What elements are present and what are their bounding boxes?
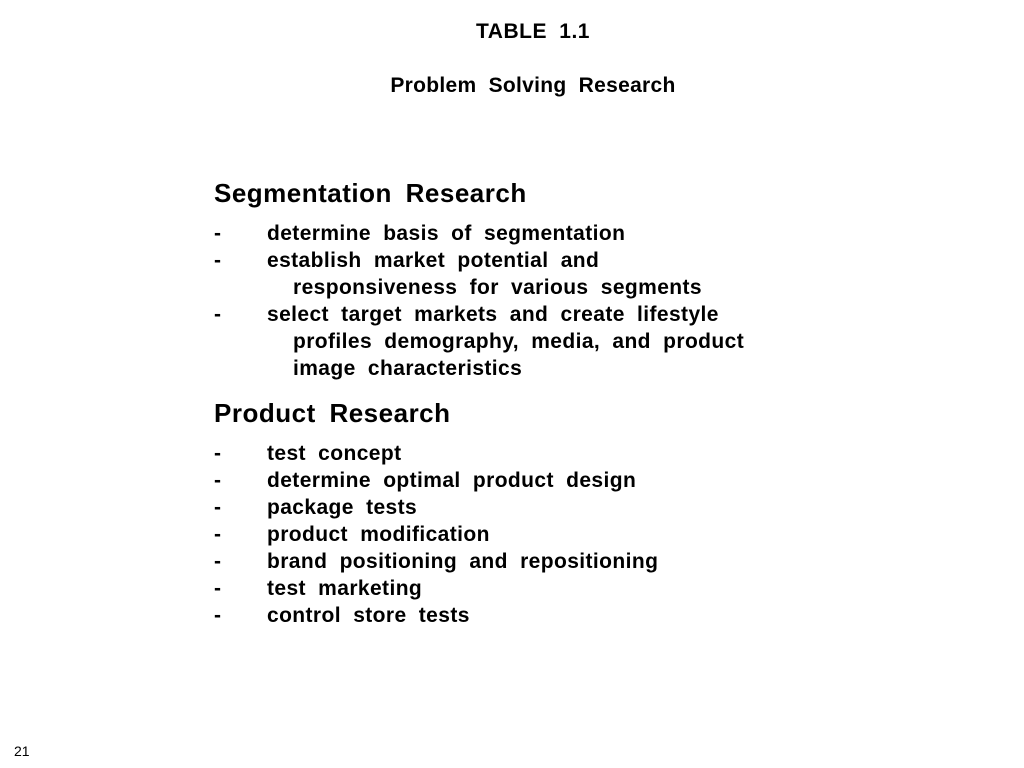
item-text: brand positioning and repositioning [267, 550, 659, 573]
section-segmentation-research [214, 176, 914, 382]
bullet-dash: - [214, 604, 222, 627]
section-heading: Product Research [214, 398, 451, 428]
section-heading: Segmentation Research [214, 178, 527, 208]
item-text-continuation: responsiveness for various segments [293, 276, 702, 299]
bullet-dash: - [214, 222, 222, 245]
item-text: select target markets and create lifestyle [267, 303, 719, 326]
list-item [214, 467, 914, 494]
item-text: determine optimal product design [267, 469, 637, 492]
list-item [214, 602, 914, 629]
bullet-dash: - [214, 442, 222, 465]
list-item [214, 301, 914, 382]
item-text: control store tests [267, 604, 470, 627]
table-title: Problem Solving Research [390, 74, 676, 97]
item-text: product modification [267, 523, 490, 546]
bullet-dash: - [214, 469, 222, 492]
bullet-dash: - [214, 249, 222, 272]
item-text-continuation: profiles demography, media, and product [293, 330, 745, 353]
page-number: 21 [14, 743, 30, 759]
list-item [214, 575, 914, 602]
item-text: package tests [267, 496, 418, 519]
bullet-dash: - [214, 550, 222, 573]
bullet-dash: - [214, 496, 222, 519]
item-text: test marketing [267, 577, 423, 600]
list-item [214, 494, 914, 521]
list-item [214, 440, 914, 467]
item-text: establish market potential and [267, 249, 600, 272]
item-text: test concept [267, 442, 402, 465]
bullet-dash: - [214, 303, 222, 326]
item-text-continuation: image characteristics [293, 357, 523, 380]
list-item [214, 220, 914, 247]
table-content [214, 176, 914, 629]
list-item [214, 247, 914, 301]
list-item [214, 521, 914, 548]
table-label: TABLE 1.1 [476, 20, 590, 43]
bullet-dash: - [214, 523, 222, 546]
list-item [214, 548, 914, 575]
bullet-dash: - [214, 577, 222, 600]
section-product-research [214, 396, 914, 629]
item-text: determine basis of segmentation [267, 222, 626, 245]
